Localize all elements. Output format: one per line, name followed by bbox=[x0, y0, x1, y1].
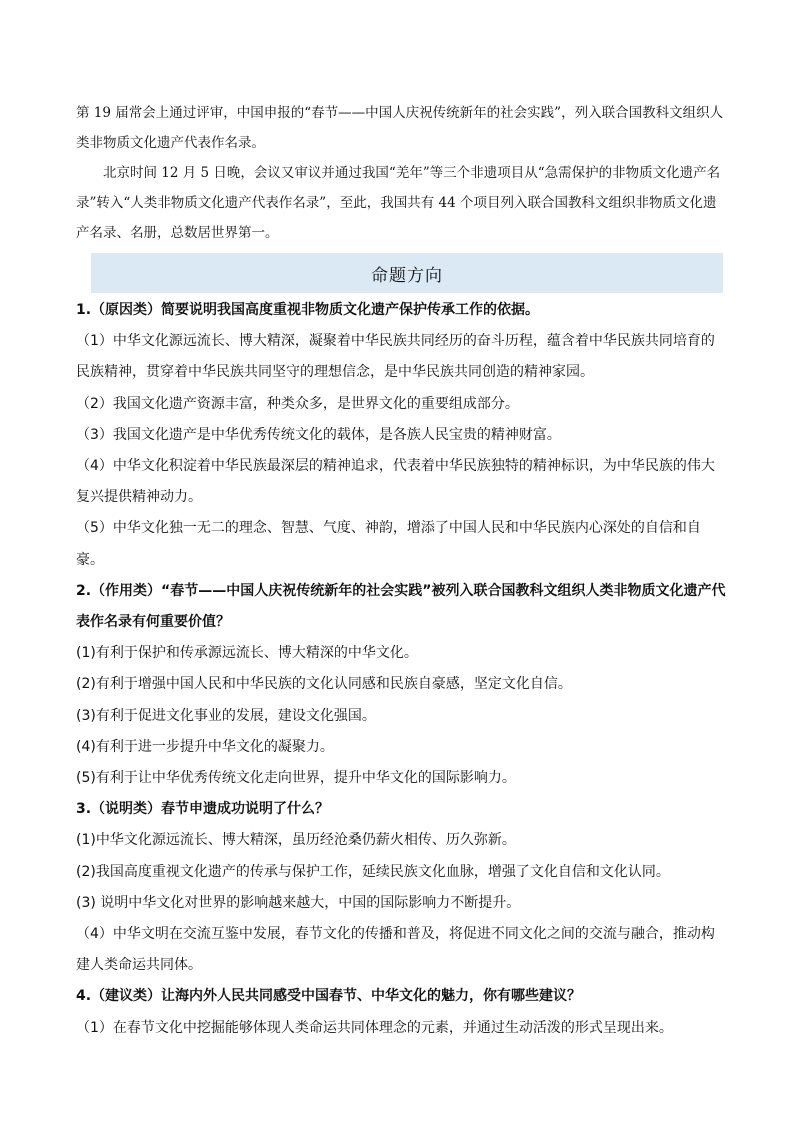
question-1: 1.（原因类）简要说明我国高度重视非物质文化遗产保护传承工作的依据。 bbox=[76, 302, 540, 318]
answer-1-5: （5）中华文化独一无二的理念、智慧、气度、神韵，增添了中国人民和中华民族内心深处的自信和自豪。 bbox=[76, 520, 701, 568]
answer-1-2: （2）我国文化遗产资源丰富，种类众多，是世界文化的重要组成部分。 bbox=[76, 395, 519, 412]
intro-paragraph-1: 第 19 届常会上通过评审，中国申报的“春节——中国人庆祝传统新年的社会实践”，列入联合国教科文组织人类非物质文化遗产代表作名录。 bbox=[76, 105, 724, 151]
section-title: 命题方向 bbox=[371, 265, 443, 286]
answer-3-2: (2)我国高度重视文化遗产的传承与保护工作，延续民族文化血脉，增强了文化自信和文化认同。 bbox=[76, 863, 670, 880]
answer-1-1: （1）中华文化源远流长、博大精深，凝聚着中华民族共同经历的奋斗历程，蕴含着中华民族共同培育的民族精神，贯穿着中华民族共同坚守的理想信念，是中华民族共同创造的精神家园。 bbox=[76, 333, 715, 381]
answer-1-3: （3）我国文化遗产是中华优秀传统文化的载体，是各族人民宝贵的精神财富。 bbox=[76, 426, 561, 443]
intro-section bbox=[76, 98, 726, 248]
answer-3-4: （4）中华文明在交流互鉴中发展，春节文化的传播和普及，将促进不同文化之间的交流与融合，推动构建人类命运共同体。 bbox=[76, 926, 715, 974]
question-list bbox=[76, 295, 728, 1044]
answer-2-3: (3)有利于促进文化事业的发展，建设文化强国。 bbox=[76, 707, 376, 724]
answer-1-4: （4）中华文化积淀着中华民族最深层的精神追求，代表着中华民族独特的精神标识，为中华民族的伟大复兴提供精神动力。 bbox=[76, 458, 715, 506]
question-4: 4.（建议类）让海内外人民共同感受中国春节、中华文化的魅力，你有哪些建议？ bbox=[76, 988, 582, 1005]
question-3: 3.（说明类）春节申遗成功说明了什么？ bbox=[76, 801, 330, 818]
answer-3-3: (3) 说明中华文化对世界的影响越来越大，中国的国际影响力不断提升。 bbox=[76, 894, 521, 911]
answer-2-5: (5)有利于让中华优秀传统文化走向世界，提升中华文化的国际影响力。 bbox=[76, 770, 516, 787]
answer-2-2: (2)有利于增强中国人民和中华民族的文化认同感和民族自豪感，坚定文化自信。 bbox=[76, 676, 572, 693]
answer-2-1: (1)有利于保护和传承源远流长、博大精深的中华文化。 bbox=[76, 645, 418, 662]
intro-paragraph-2: 北京时间 12 月 5 日晚，会议又审议并通过我国“羌年”等三个非遗项目从“急需保护的非物质文化遗产名录”转入“人类非物质文化遗产代表作名录”，至此，我国共有 44 个项目列入联合国教科文组织非物质文化遗产名录、名册，总数居世界第一。 bbox=[76, 165, 721, 241]
answer-2-4: (4)有利于进一步提升中华文化的凝聚力。 bbox=[76, 738, 334, 755]
question-2: 2.（作用类）“春节——中国人庆祝传统新年的社会实践”被列入联合国教科文组织人类非物质文化遗产代表作名录有何重要价值？ bbox=[76, 582, 726, 631]
section-title-banner bbox=[91, 253, 723, 293]
answer-3-1: (1)中华文化源远流长、博大精深，虽历经沧桑仍薪火相传、历久弥新。 bbox=[76, 832, 516, 849]
answer-4-1: （1）在春节文化中挖掘能够体现人类命运共同体理念的元素，并通过生动活泼的形式呈现出来。 bbox=[76, 1019, 673, 1036]
